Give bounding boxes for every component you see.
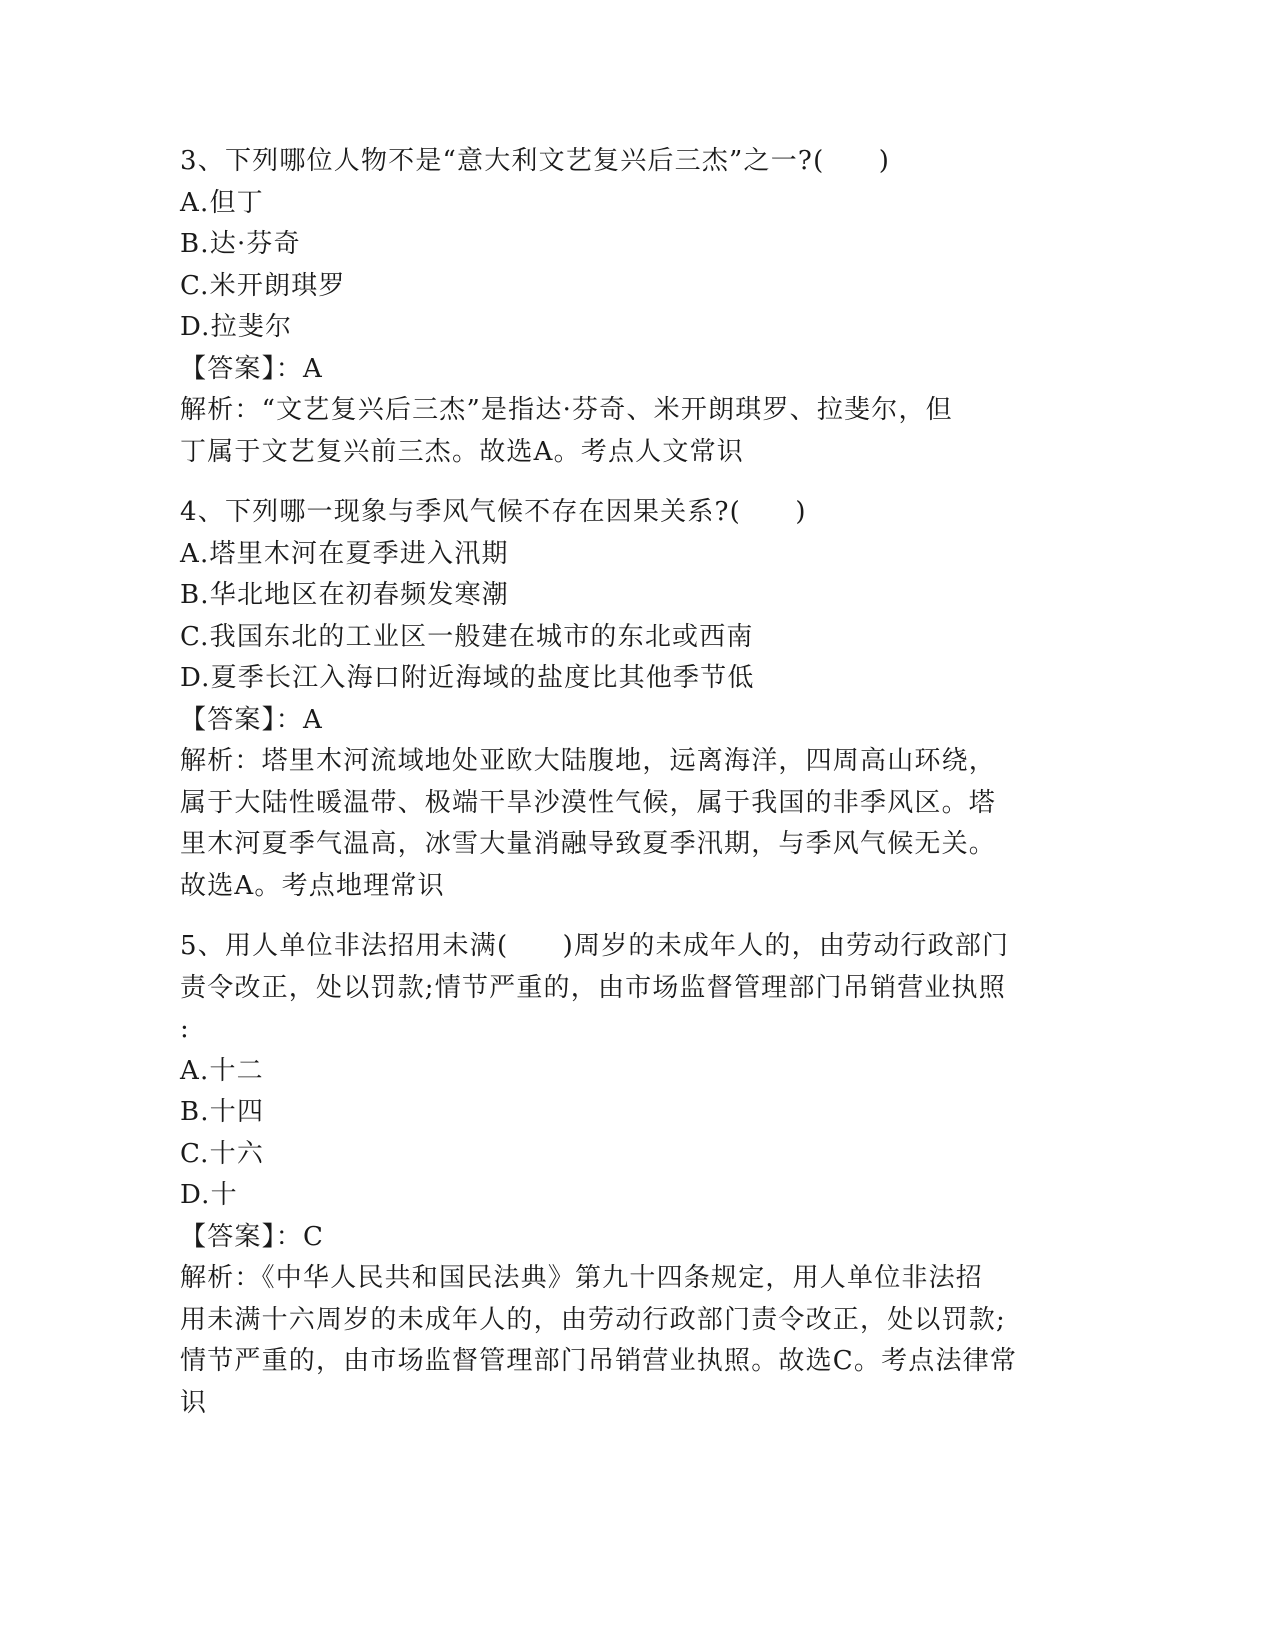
question-4-analysis-line: 解析：塔里木河流域地处亚欧大陆腹地，远离海洋，四周高山环绕， [180, 746, 997, 776]
question-5-option-c: C.十六 [180, 1139, 265, 1169]
question-5-analysis-line: 解析：《中华人民共和国民法典》第九十四条规定，用人单位非法招 [180, 1263, 984, 1293]
question-5-analysis-line: 识 [180, 1388, 208, 1418]
question-3-answer: 【答案】：A [180, 354, 323, 384]
question-3-option-a: A.但丁 [180, 188, 264, 218]
question-5-stem-line: 责令改正，处以罚款;情节严重的，由市场监督管理部门吊销营业执照 [180, 973, 1006, 1003]
question-3-option-b: B.达·芬奇 [180, 229, 301, 259]
question-5-stem-line: : [180, 1014, 190, 1044]
question-3-analysis-line: 丁属于文艺复兴前三杰。故选A。考点人文常识 [180, 437, 744, 467]
question-4-option-b: B.华北地区在初春频发寒潮 [180, 580, 509, 610]
question-5-answer: 【答案】：C [180, 1222, 325, 1252]
question-5-analysis-line: 用未满十六周岁的未成年人的，由劳动行政部门责令改正，处以罚款; [180, 1305, 1006, 1335]
question-4-stem: 4、下列哪一现象与季风气候不存在因果关系?( ) [180, 497, 807, 527]
question-4-option-d: D.夏季长江入海口附近海域的盐度比其他季节低 [180, 663, 755, 693]
question-5-option-d: D.十 [180, 1180, 238, 1210]
question-4-analysis-line: 里木河夏季气温高，冰雪大量消融导致夏季汛期，与季风气候无关。 [180, 829, 997, 859]
question-4-analysis-line: 故选A。考点地理常识 [180, 871, 445, 901]
question-5-option-a: A.十二 [180, 1056, 264, 1086]
question-5-option-b: B.十四 [180, 1097, 265, 1127]
question-4-option-c: C.我国东北的工业区一般建在城市的东北或西南 [180, 622, 754, 652]
question-3-option-d: D.拉斐尔 [180, 312, 293, 342]
question-3-stem: 3、下列哪位人物不是“意大利文艺复兴后三杰”之一?( ) [180, 146, 891, 176]
question-4-analysis-line: 属于大陆性暖温带、极端干旱沙漠性气候，属于我国的非季风区。塔 [180, 788, 997, 818]
question-4-option-a: A.塔里木河在夏季进入汛期 [180, 539, 509, 569]
question-5-stem-line: 5、用人单位非法招用未满( )周岁的未成年人的，由劳动行政部门 [180, 931, 1010, 961]
question-3-analysis-line: 解析：“文艺复兴后三杰”是指达·芬奇、米开朗琪罗、拉斐尔，但 [180, 395, 953, 425]
question-4-answer: 【答案】：A [180, 705, 323, 735]
question-5-analysis-line: 情节严重的，由市场监督管理部门吊销营业执照。故选C。考点法律常 [180, 1346, 1018, 1376]
question-3-option-c: C.米开朗琪罗 [180, 271, 346, 301]
